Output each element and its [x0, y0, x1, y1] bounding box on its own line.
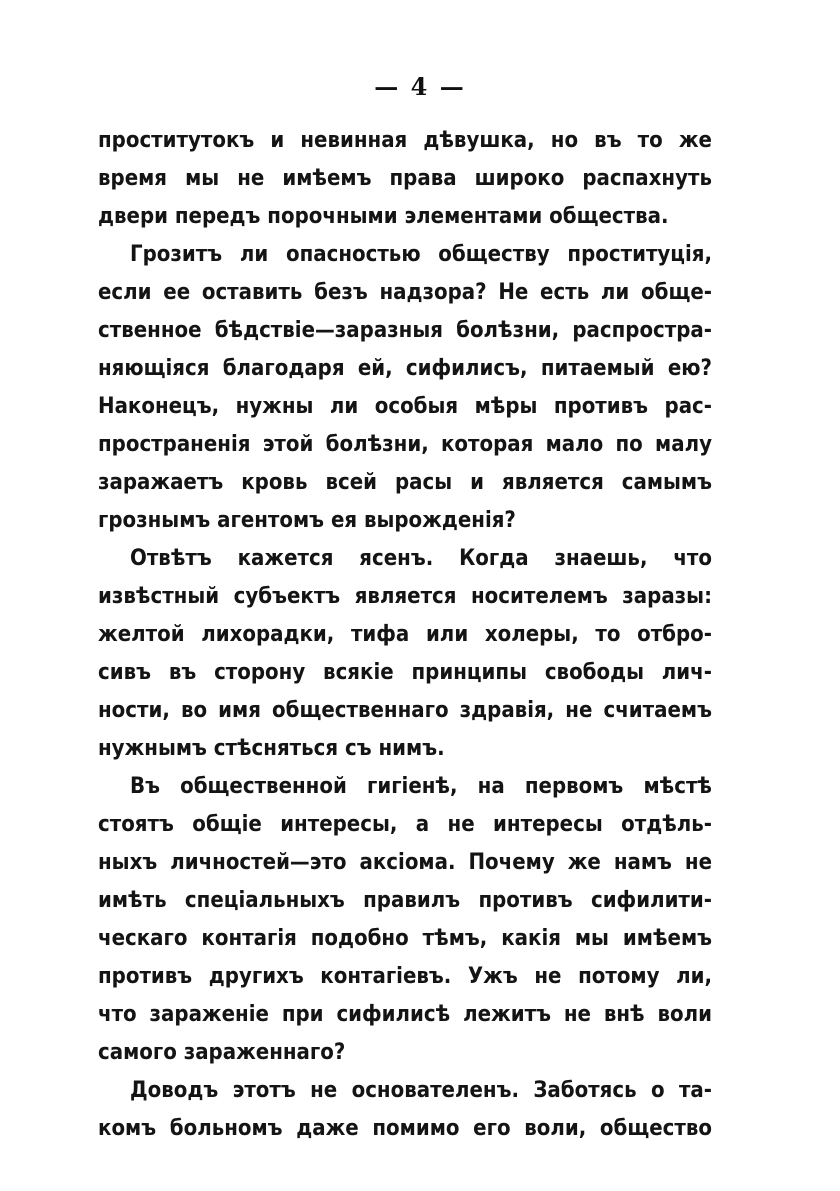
text-line: ственное бѣдствіе—заразныя болѣзни, распростра-	[98, 318, 712, 343]
paragraph	[98, 768, 712, 1072]
text-line: ческаго контагія подобно тѣмъ, какія мы имѣемъ	[98, 926, 712, 951]
paragraph	[98, 1072, 712, 1148]
text-line: ныхъ личностей—это аксіома. Почему же намъ не	[98, 850, 712, 875]
text-line: сивъ въ сторону всякіе принципы свободы лич-	[98, 660, 712, 685]
text-line: желтой лихорадки, тифа или холеры, то отбро-	[98, 622, 712, 647]
text-line: Доводъ этотъ не основателенъ. Заботясь о та-	[130, 1078, 712, 1103]
paragraph	[98, 236, 712, 540]
text-line: комъ больномъ даже помимо его воли, общество	[98, 1116, 712, 1141]
text-line: если ее оставить безъ надзора? Не есть ли обще-	[98, 280, 712, 305]
paragraph	[98, 122, 712, 236]
text-line: стоятъ общіе интересы, а не интересы отдѣль-	[98, 812, 712, 837]
text-line: Въ общественной гигіенѣ, на первомъ мѣстѣ	[130, 774, 712, 799]
text-line: Наконецъ, нужны ли особыя мѣры противъ рас-	[98, 394, 712, 419]
text-line: извѣстный субъектъ является носителемъ заразы:	[98, 584, 712, 609]
text-line: пространенія этой болѣзни, которая мало по малу	[98, 432, 712, 457]
paragraph	[98, 540, 712, 768]
text-line: ности, во имя общественнаго здравія, не считаемъ	[98, 698, 712, 723]
text-line: противъ другихъ контагіевъ. Ужъ не потому ли,	[98, 964, 712, 989]
text-line: Грозитъ ли опасностью обществу проституція,	[130, 242, 712, 267]
text-line: время мы не имѣемъ права широко распахнуть	[98, 166, 712, 191]
text-line: грознымъ агентомъ ея вырожденія?	[98, 508, 516, 533]
page-number: — 4 —	[374, 72, 466, 101]
text-line: двери передъ порочными элементами общества.	[98, 204, 669, 229]
text-line: няющіяся благодаря ей, сифилисъ, питаемый ею?	[98, 356, 712, 381]
text-line: что зараженіе при сифилисѣ лежитъ не внѣ воли	[98, 1002, 712, 1027]
body-text	[98, 122, 712, 1148]
text-line: Отвѣтъ кажется ясенъ. Когда знаешь, что	[130, 546, 712, 571]
text-line: нужнымъ стѣсняться съ нимъ.	[98, 736, 445, 761]
text-line: самого зараженнаго?	[98, 1040, 346, 1065]
text-line: проститутокъ и невинная дѣвушка, но въ то же	[98, 128, 712, 153]
text-line: заражаетъ кровь всей расы и является самымъ	[98, 470, 712, 495]
text-line: имѣть спеціальныхъ правилъ противъ сифилити-	[98, 888, 712, 913]
